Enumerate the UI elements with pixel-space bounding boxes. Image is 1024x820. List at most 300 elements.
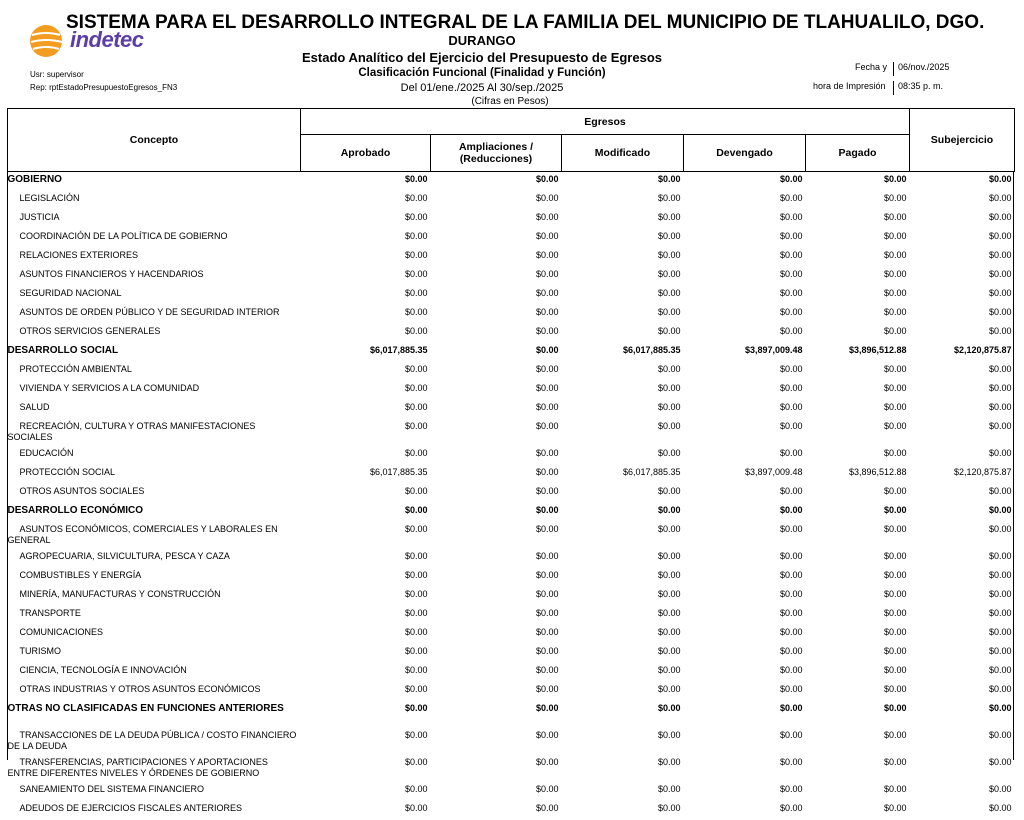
- cell-pagado: $0.00: [806, 644, 910, 663]
- cell-subejercicio: $2,120,875.87: [910, 343, 1015, 362]
- col-ampliaciones: Ampliaciones / (Reducciones): [431, 135, 562, 172]
- cell-aprobado: $0.00: [301, 324, 431, 343]
- cell-modificado: $0.00: [562, 191, 684, 210]
- report-id: Rep: rptEstadoPresupuestoEgresos_FN3: [30, 83, 177, 92]
- cell-aprobado: $0.00: [301, 549, 431, 568]
- cell-subejercicio: $0.00: [910, 755, 1015, 782]
- category-row: [8, 172, 1015, 192]
- cell-pagado: $0.00: [806, 755, 910, 782]
- row-concept: [8, 191, 301, 210]
- cell-subejercicio: $0.00: [910, 606, 1015, 625]
- row-concept: [8, 381, 301, 400]
- row-concept-text: COMBUSTIBLES Y ENERGÍA: [8, 570, 142, 580]
- row-concept: [8, 362, 301, 381]
- cell-ampliaciones: $0.00: [431, 801, 562, 820]
- cell-subejercicio: $0.00: [910, 782, 1015, 801]
- cell-modificado: $0.00: [562, 522, 684, 549]
- row-concept-text: COMUNICACIONES: [8, 627, 104, 637]
- cell-modificado: $0.00: [562, 728, 684, 755]
- cell-ampliaciones: $0.00: [431, 522, 562, 549]
- row-concept: [8, 484, 301, 503]
- cell-modificado: $0.00: [562, 484, 684, 503]
- table-row: [8, 381, 1015, 400]
- row-concept: [8, 644, 301, 663]
- cell-aprobado: $0.00: [301, 728, 431, 755]
- cell-modificado: $0.00: [562, 446, 684, 465]
- table-row: [8, 682, 1015, 701]
- cell-subejercicio: $0.00: [910, 682, 1015, 701]
- cell-ampliaciones: $0.00: [431, 682, 562, 701]
- cell-devengado: $0.00: [684, 172, 806, 192]
- cell-devengado: $0.00: [684, 419, 806, 446]
- cell-ampliaciones: $0.00: [431, 446, 562, 465]
- table-row: [8, 286, 1015, 305]
- cell-modificado: $0.00: [562, 549, 684, 568]
- row-concept-text: EDUCACIÓN: [8, 448, 74, 458]
- cell-modificado: $0.00: [562, 172, 684, 192]
- cell-devengado: $0.00: [684, 446, 806, 465]
- row-concept: [8, 305, 301, 324]
- table-row: [8, 587, 1015, 606]
- row-concept: [8, 503, 301, 522]
- row-concept: [8, 172, 301, 192]
- cell-pagado: $0.00: [806, 606, 910, 625]
- cell-modificado: $0.00: [562, 286, 684, 305]
- cell-aprobado: $6,017,885.35: [301, 343, 431, 362]
- cell-devengado: $0.00: [684, 229, 806, 248]
- cell-ampliaciones: $0.00: [431, 381, 562, 400]
- page-title: SISTEMA PARA EL DESARROLLO INTEGRAL DE LA FAMILIA DEL MUNICIPIO DE TLAHUALILO, DGO.: [66, 12, 984, 34]
- cell-pagado: $0.00: [806, 324, 910, 343]
- cell-aprobado: $0.00: [301, 419, 431, 446]
- table-row: [8, 728, 1015, 755]
- cell-aprobado: $0.00: [301, 606, 431, 625]
- row-concept-text: AGROPECUARIA, SILVICULTURA, PESCA Y CAZA: [8, 551, 230, 561]
- cell-modificado: $0.00: [562, 210, 684, 229]
- cell-pagado: $0.00: [806, 701, 910, 728]
- cell-aprobado: $6,017,885.35: [301, 465, 431, 484]
- cell-subejercicio: $0.00: [910, 191, 1015, 210]
- cell-subejercicio: $0.00: [910, 503, 1015, 522]
- row-concept-text: CIENCIA, TECNOLOGÍA E INNOVACIÓN: [8, 665, 187, 675]
- row-concept-text: TRANSFERENCIAS, PARTICIPACIONES Y APORTACIONES ENTRE DIFERENTES NIVELES Y ÓRDENES DE GOBIERNO: [8, 757, 268, 778]
- row-concept: [8, 606, 301, 625]
- cell-devengado: $0.00: [684, 210, 806, 229]
- cell-ampliaciones: $0.00: [431, 503, 562, 522]
- cell-modificado: $0.00: [562, 400, 684, 419]
- row-concept: [8, 229, 301, 248]
- table-row: [8, 400, 1015, 419]
- table-row: [8, 484, 1015, 503]
- cell-ampliaciones: $0.00: [431, 324, 562, 343]
- cell-modificado: $0.00: [562, 755, 684, 782]
- row-concept: [8, 419, 301, 446]
- cell-modificado: $0.00: [562, 568, 684, 587]
- cell-devengado: $0.00: [684, 568, 806, 587]
- row-concept-text: OTROS ASUNTOS SOCIALES: [8, 486, 145, 496]
- table-row: [8, 446, 1015, 465]
- cell-devengado: $0.00: [684, 755, 806, 782]
- cell-modificado: $0.00: [562, 606, 684, 625]
- cell-modificado: $0.00: [562, 503, 684, 522]
- col-subejercicio: Subejercicio: [910, 109, 1015, 172]
- cell-pagado: $0.00: [806, 210, 910, 229]
- row-concept-text: RELACIONES EXTERIORES: [8, 250, 139, 260]
- row-concept-text: SALUD: [8, 402, 50, 412]
- cell-modificado: $0.00: [562, 305, 684, 324]
- table-row: [8, 625, 1015, 644]
- row-concept-text: ASUNTOS DE ORDEN PÚBLICO Y DE SEGURIDAD INTERIOR: [8, 307, 280, 317]
- cell-ampliaciones: $0.00: [431, 400, 562, 419]
- cell-devengado: $0.00: [684, 701, 806, 728]
- cell-subejercicio: $2,120,875.87: [910, 465, 1015, 484]
- cell-subejercicio: $0.00: [910, 229, 1015, 248]
- budget-table: [7, 108, 1015, 820]
- cell-devengado: $3,897,009.48: [684, 343, 806, 362]
- cell-aprobado: $0.00: [301, 644, 431, 663]
- row-concept: [8, 549, 301, 568]
- cell-aprobado: $0.00: [301, 625, 431, 644]
- cell-modificado: $0.00: [562, 682, 684, 701]
- cell-subejercicio: $0.00: [910, 419, 1015, 446]
- cell-ampliaciones: $0.00: [431, 248, 562, 267]
- cell-ampliaciones: $0.00: [431, 728, 562, 755]
- cell-subejercicio: $0.00: [910, 324, 1015, 343]
- cell-devengado: $0.00: [684, 324, 806, 343]
- cell-aprobado: $0.00: [301, 400, 431, 419]
- cell-modificado: $0.00: [562, 701, 684, 728]
- cell-subejercicio: $0.00: [910, 568, 1015, 587]
- cell-ampliaciones: $0.00: [431, 625, 562, 644]
- row-concept-text: PROTECCIÓN AMBIENTAL: [8, 364, 132, 374]
- cell-devengado: $0.00: [684, 625, 806, 644]
- cell-modificado: $6,017,885.35: [562, 465, 684, 484]
- state-name: DURANGO: [0, 33, 964, 48]
- cell-pagado: $0.00: [806, 503, 910, 522]
- table-row: [8, 210, 1015, 229]
- cell-modificado: $0.00: [562, 248, 684, 267]
- cell-modificado: $0.00: [562, 663, 684, 682]
- report-subtitle: Clasificación Funcional (Finalidad y Función): [0, 67, 964, 79]
- cell-subejercicio: $0.00: [910, 381, 1015, 400]
- row-concept-text: RECREACIÓN, CULTURA Y OTRAS MANIFESTACIONES SOCIALES: [8, 421, 256, 442]
- cell-subejercicio: $0.00: [910, 625, 1015, 644]
- cell-ampliaciones: $0.00: [431, 782, 562, 801]
- time-label: hora de Impresión: [813, 81, 886, 91]
- cell-modificado: $0.00: [562, 381, 684, 400]
- cell-subejercicio: $0.00: [910, 801, 1015, 820]
- row-concept-text: COORDINACIÓN DE LA POLÍTICA DE GOBIERNO: [8, 231, 228, 241]
- cell-modificado: $0.00: [562, 267, 684, 286]
- cell-pagado: $0.00: [806, 682, 910, 701]
- row-concept: [8, 286, 301, 305]
- row-concept-text: MINERÍA, MANUFACTURAS Y CONSTRUCCIÓN: [8, 589, 221, 599]
- table-row: [8, 465, 1015, 484]
- cell-pagado: $0.00: [806, 782, 910, 801]
- row-concept-text: OTROS SERVICIOS GENERALES: [8, 326, 161, 336]
- cell-ampliaciones: $0.00: [431, 267, 562, 286]
- cell-subejercicio: $0.00: [910, 701, 1015, 728]
- row-concept: [8, 587, 301, 606]
- cell-subejercicio: $0.00: [910, 446, 1015, 465]
- row-concept: [8, 568, 301, 587]
- cell-devengado: $0.00: [684, 267, 806, 286]
- row-concept-text: LEGISLACIÓN: [8, 193, 80, 203]
- table-row: [8, 522, 1015, 549]
- user-label: Usr: supervisor: [30, 70, 84, 79]
- cell-pagado: $0.00: [806, 362, 910, 381]
- row-concept: [8, 663, 301, 682]
- cell-devengado: $0.00: [684, 782, 806, 801]
- row-concept-text: OTRAS NO CLASIFICADAS EN FUNCIONES ANTERIORES: [8, 703, 284, 714]
- cell-ampliaciones: $0.00: [431, 343, 562, 362]
- row-concept: [8, 465, 301, 484]
- cell-aprobado: $0.00: [301, 568, 431, 587]
- cell-aprobado: $0.00: [301, 701, 431, 728]
- row-concept: [8, 782, 301, 801]
- cell-pagado: $3,896,512.88: [806, 343, 910, 362]
- row-concept: [8, 446, 301, 465]
- table-left-border: [7, 172, 8, 760]
- table-row: [8, 305, 1015, 324]
- cell-pagado: $0.00: [806, 286, 910, 305]
- cell-subejercicio: $0.00: [910, 644, 1015, 663]
- table-row: [8, 663, 1015, 682]
- row-concept-text: PROTECCIÓN SOCIAL: [8, 467, 116, 477]
- row-concept-text: DESARROLLO SOCIAL: [8, 345, 119, 356]
- cell-subejercicio: $0.00: [910, 587, 1015, 606]
- cell-ampliaciones: $0.00: [431, 229, 562, 248]
- row-concept-text: TURISMO: [8, 646, 62, 656]
- time-value: 08:35 p. m.: [893, 81, 943, 95]
- cell-devengado: $0.00: [684, 728, 806, 755]
- col-concepto: Concepto: [8, 109, 301, 172]
- report-name: Estado Analítico del Ejercicio del Presupuesto de Egresos: [0, 50, 964, 65]
- cell-pagado: $0.00: [806, 484, 910, 503]
- date-label: Fecha y: [855, 62, 887, 72]
- cell-modificado: $0.00: [562, 625, 684, 644]
- cell-modificado: $0.00: [562, 644, 684, 663]
- row-concept: [8, 801, 301, 820]
- table-row: [8, 801, 1015, 820]
- cell-pagado: $0.00: [806, 381, 910, 400]
- row-concept: [8, 210, 301, 229]
- cell-devengado: $0.00: [684, 248, 806, 267]
- category-row: [8, 701, 1015, 728]
- cell-modificado: $6,017,885.35: [562, 343, 684, 362]
- cell-devengado: $0.00: [684, 663, 806, 682]
- row-concept: [8, 682, 301, 701]
- cell-devengado: $0.00: [684, 522, 806, 549]
- table-row: [8, 644, 1015, 663]
- row-concept: [8, 343, 301, 362]
- cell-subejercicio: $0.00: [910, 728, 1015, 755]
- cell-aprobado: $0.00: [301, 446, 431, 465]
- cell-subejercicio: $0.00: [910, 210, 1015, 229]
- cell-pagado: $0.00: [806, 191, 910, 210]
- cell-aprobado: $0.00: [301, 782, 431, 801]
- cell-subejercicio: $0.00: [910, 267, 1015, 286]
- table-row: [8, 324, 1015, 343]
- cell-pagado: $0.00: [806, 625, 910, 644]
- cell-devengado: $0.00: [684, 801, 806, 820]
- col-devengado: Devengado: [684, 135, 806, 172]
- table-row: [8, 229, 1015, 248]
- row-concept: [8, 755, 301, 782]
- cell-pagado: $0.00: [806, 568, 910, 587]
- cell-pagado: $0.00: [806, 522, 910, 549]
- cell-devengado: $0.00: [684, 644, 806, 663]
- cell-ampliaciones: $0.00: [431, 549, 562, 568]
- row-concept-text: ADEUDOS DE EJERCICIOS FISCALES ANTERIORES: [8, 803, 243, 813]
- cell-pagado: $0.00: [806, 549, 910, 568]
- row-concept: [8, 522, 301, 549]
- row-concept-text: JUSTICIA: [8, 212, 60, 222]
- cell-devengado: $0.00: [684, 587, 806, 606]
- col-modificado: Modificado: [562, 135, 684, 172]
- cell-aprobado: $0.00: [301, 305, 431, 324]
- table-row: [8, 755, 1015, 782]
- cell-pagado: $0.00: [806, 267, 910, 286]
- row-concept: [8, 400, 301, 419]
- row-concept-text: ASUNTOS ECONÓMICOS, COMERCIALES Y LABORALES EN GENERAL: [8, 524, 278, 545]
- cell-ampliaciones: $0.00: [431, 172, 562, 192]
- cell-aprobado: $0.00: [301, 755, 431, 782]
- cell-subejercicio: $0.00: [910, 663, 1015, 682]
- cell-pagado: $0.00: [806, 663, 910, 682]
- row-concept-text: OTRAS INDUSTRIAS Y OTROS ASUNTOS ECONÓMICOS: [8, 684, 261, 694]
- cell-ampliaciones: $0.00: [431, 644, 562, 663]
- row-concept-text: TRANSACCIONES DE LA DEUDA PÚBLICA / COSTO FINANCIERO DE LA DEUDA: [8, 730, 297, 751]
- cell-subejercicio: $0.00: [910, 248, 1015, 267]
- cell-ampliaciones: $0.00: [431, 701, 562, 728]
- cell-modificado: $0.00: [562, 362, 684, 381]
- cell-modificado: $0.00: [562, 782, 684, 801]
- cell-aprobado: $0.00: [301, 381, 431, 400]
- row-concept: [8, 324, 301, 343]
- table-row: [8, 362, 1015, 381]
- col-pagado: Pagado: [806, 135, 910, 172]
- cell-ampliaciones: $0.00: [431, 210, 562, 229]
- cell-aprobado: $0.00: [301, 191, 431, 210]
- table-row: [8, 419, 1015, 446]
- table-row: [8, 782, 1015, 801]
- cell-aprobado: $0.00: [301, 210, 431, 229]
- row-concept-text: VIVIENDA Y SERVICIOS A LA COMUNIDAD: [8, 383, 200, 393]
- cell-devengado: $0.00: [684, 682, 806, 701]
- cell-subejercicio: $0.00: [910, 484, 1015, 503]
- cell-subejercicio: $0.00: [910, 522, 1015, 549]
- cell-subejercicio: $0.00: [910, 286, 1015, 305]
- cell-ampliaciones: $0.00: [431, 663, 562, 682]
- cell-pagado: $3,896,512.88: [806, 465, 910, 484]
- row-concept-text: SANEAMIENTO DEL SISTEMA FINANCIERO: [8, 784, 205, 794]
- cell-pagado: $0.00: [806, 248, 910, 267]
- cell-ampliaciones: $0.00: [431, 568, 562, 587]
- cell-aprobado: $0.00: [301, 267, 431, 286]
- cell-aprobado: $0.00: [301, 522, 431, 549]
- cell-devengado: $0.00: [684, 362, 806, 381]
- cell-aprobado: $0.00: [301, 286, 431, 305]
- currency-note: (Cifras en Pesos): [0, 96, 1020, 107]
- cell-modificado: $0.00: [562, 324, 684, 343]
- report-period: Del 01/ene./2025 Al 30/sep./2025: [0, 82, 964, 94]
- cell-ampliaciones: $0.00: [431, 606, 562, 625]
- cell-ampliaciones: $0.00: [431, 419, 562, 446]
- cell-aprobado: $0.00: [301, 248, 431, 267]
- cell-pagado: $0.00: [806, 229, 910, 248]
- row-concept-text: ASUNTOS FINANCIEROS Y HACENDARIOS: [8, 269, 204, 279]
- row-concept: [8, 701, 301, 728]
- cell-ampliaciones: $0.00: [431, 362, 562, 381]
- category-row: [8, 503, 1015, 522]
- cell-modificado: $0.00: [562, 801, 684, 820]
- table-body: [8, 172, 1015, 820]
- col-aprobado: Aprobado: [301, 135, 431, 172]
- cell-pagado: $0.00: [806, 801, 910, 820]
- cell-devengado: $0.00: [684, 606, 806, 625]
- cell-ampliaciones: $0.00: [431, 755, 562, 782]
- cell-subejercicio: $0.00: [910, 362, 1015, 381]
- cell-devengado: $0.00: [684, 286, 806, 305]
- cell-pagado: $0.00: [806, 172, 910, 192]
- cell-aprobado: $0.00: [301, 172, 431, 192]
- cell-devengado: $0.00: [684, 381, 806, 400]
- cell-aprobado: $0.00: [301, 503, 431, 522]
- cell-ampliaciones: $0.00: [431, 587, 562, 606]
- cell-aprobado: $0.00: [301, 663, 431, 682]
- cell-ampliaciones: $0.00: [431, 465, 562, 484]
- cell-ampliaciones: $0.00: [431, 286, 562, 305]
- table-right-border: [1013, 172, 1014, 760]
- category-row: [8, 343, 1015, 362]
- cell-ampliaciones: $0.00: [431, 305, 562, 324]
- row-concept-text: DESARROLLO ECONÓMICO: [8, 505, 144, 516]
- cell-aprobado: $0.00: [301, 682, 431, 701]
- table-row: [8, 267, 1015, 286]
- cell-aprobado: $0.00: [301, 484, 431, 503]
- cell-pagado: $0.00: [806, 587, 910, 606]
- cell-devengado: $0.00: [684, 484, 806, 503]
- cell-pagado: $0.00: [806, 305, 910, 324]
- row-concept: [8, 267, 301, 286]
- cell-devengado: $3,897,009.48: [684, 465, 806, 484]
- cell-subejercicio: $0.00: [910, 400, 1015, 419]
- cell-aprobado: $0.00: [301, 229, 431, 248]
- cell-devengado: $0.00: [684, 400, 806, 419]
- cell-pagado: $0.00: [806, 419, 910, 446]
- cell-devengado: $0.00: [684, 305, 806, 324]
- table-row: [8, 606, 1015, 625]
- table-row: [8, 549, 1015, 568]
- cell-aprobado: $0.00: [301, 587, 431, 606]
- row-concept-text: TRANSPORTE: [8, 608, 81, 618]
- table-row: [8, 248, 1015, 267]
- cell-modificado: $0.00: [562, 419, 684, 446]
- cell-devengado: $0.00: [684, 549, 806, 568]
- cell-aprobado: $0.00: [301, 362, 431, 381]
- table-row: [8, 568, 1015, 587]
- cell-pagado: $0.00: [806, 446, 910, 465]
- row-concept: [8, 728, 301, 755]
- cell-ampliaciones: $0.00: [431, 191, 562, 210]
- row-concept-text: GOBIERNO: [8, 174, 62, 185]
- cell-pagado: $0.00: [806, 400, 910, 419]
- date-value: 06/nov./2025: [893, 62, 949, 76]
- cell-subejercicio: $0.00: [910, 172, 1015, 192]
- cell-aprobado: $0.00: [301, 801, 431, 820]
- table-row: [8, 191, 1015, 210]
